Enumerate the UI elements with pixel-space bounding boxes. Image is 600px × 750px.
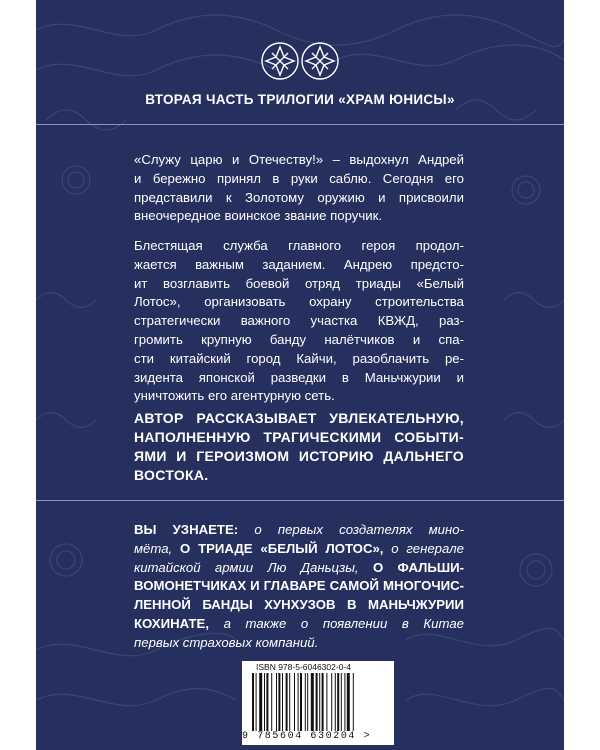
tagline: [134, 409, 464, 485]
learn-text: китайской армии Лю Даньцзы,: [134, 559, 359, 575]
learn-text: мёта,: [134, 540, 173, 556]
barcode-bars-icon: [250, 673, 390, 731]
learn-emph: КОХИНАТЕ,: [134, 615, 209, 631]
tagline-line: ВОСТОКА.: [134, 467, 209, 483]
tagline-line: АВТОР РАССКАЗЫВАЕТ УВЛЕКАТЕЛЬНУЮ,: [134, 410, 464, 426]
learn-line: [134, 521, 464, 540]
paragraph-intro: [134, 151, 464, 226]
learn-line: [134, 596, 464, 615]
text-line: Лотос», организовать охрану строительства: [134, 294, 464, 310]
isbn-text: ISBN 978-5-6046302-0-4: [256, 662, 351, 672]
text-line: зидента японской разведки в Маньчжурии и: [134, 369, 464, 385]
you-will-learn-block: [134, 521, 464, 653]
text-line: «Служу царю и Отечеству!» – выдохнул Андрей: [134, 152, 464, 167]
learn-text: а также о появлении в Китае: [223, 615, 464, 631]
divider-bottom: [36, 500, 564, 501]
learn-line: [134, 634, 464, 653]
learn-emph: О ФАЛЬШИ-: [372, 559, 464, 575]
learn-line: [134, 615, 464, 634]
learn-text: о первых создателях мино-: [254, 522, 464, 537]
learn-text: о генерале: [391, 540, 464, 556]
text-line: Блестящая служба главного героя продол-: [134, 238, 464, 253]
learn-line: [134, 540, 464, 559]
barcode-digits: 9 785604 630204 >: [242, 731, 372, 742]
publisher-logo-icon: [260, 40, 340, 82]
tagline-line: НАПОЛНЕННУЮ ТРАГИЧЕСКИМИ СОБЫТИ-: [134, 429, 464, 445]
text-line: ит возглавить боевой отряд триады «Белый: [134, 275, 464, 291]
text-line: громить крупную банду налётчиков и спа-: [134, 331, 464, 347]
tagline-line: ЯМИ И ГЕРОИЗМОМ ИСТОРИЮ ДАЛЬНЕГО: [134, 448, 464, 464]
barcode-label: [242, 661, 394, 745]
divider-top: [36, 124, 564, 125]
text-line: стратегически важного участка КВЖД, раз-: [134, 313, 464, 329]
series-title: ВТОРАЯ ЧАСТЬ ТРИЛОГИИ «ХРАМ ЮНИСЫ»: [145, 92, 455, 107]
learn-lead: ВЫ УЗНАЕТЕ:: [134, 522, 239, 537]
learn-line: [134, 559, 464, 578]
text-line: представили к Золотому оружию и присвоили: [134, 189, 464, 205]
paragraph-plot: [134, 237, 464, 406]
book-back-cover: [36, 0, 564, 750]
text-line: внеочередное воинское звание поручик.: [134, 208, 383, 224]
text-line: уничтожить его агентурную сеть.: [134, 388, 335, 404]
learn-line: [134, 577, 464, 596]
learn-emph: ВОМОНЕТЧИКАХ И ГЛАВАРЕ САМОЙ МНОГОЧИС-: [134, 578, 464, 594]
text-line: и бережно принял в руки саблю. Сегодня его: [134, 170, 464, 186]
learn-emph: ЛЕННОЙ БАНДЫ ХУНХУЗОВ В МАНЬЧЖУРИИ: [134, 597, 464, 613]
learn-text: первых страховых компаний.: [134, 634, 319, 650]
text-line: жается важным заданием. Андрею предсто-: [134, 256, 464, 272]
learn-emph: О ТРИАДЕ «БЕЛЫЙ ЛОТОС»,: [180, 540, 384, 556]
text-line: сти китайский город Кайчи, разоблачить ре-: [134, 350, 464, 366]
